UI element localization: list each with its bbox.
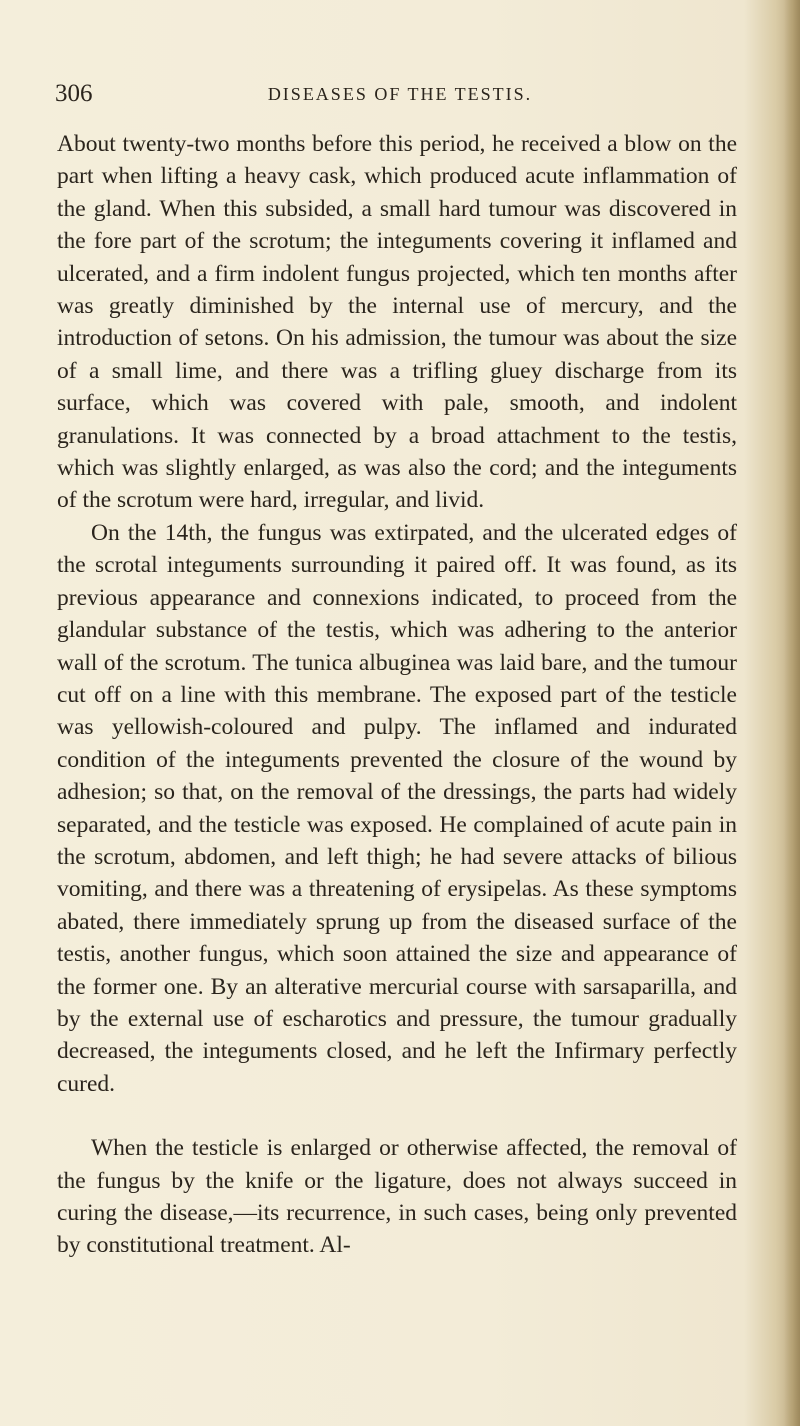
paragraph-operation: On the 14th, the fungus was extirpated, and the ulcerated edges of the scrotal integuments surrounding it paired off. It was found, as its previous appearance and connexions indicated, to proceed from the glandular substance of the testis, which was adhering to the anterior wall of the scrotum. The tunica albuginea was laid bare, and the tumour cut off on a line with this membrane. The exposed part of the testicle was yellowish-coloured and pulpy. The inflamed and indurated condition of the integuments prevented the closure of the wound by adhesion; so that, on the removal of the dressings, the parts had widely separated, and the testicle was exposed. He complained of acute pain in the scrotum, abdomen, and left thigh; he had severe attacks of bilious vomiting, and there was a threatening of erysipelas. As these symptoms abated, there immediately sprung up from the diseased surface of the testis, another fungus, which soon attained the size and appearance of the former one. By an alterative mercurial course with sarsaparilla, and by the external use of escharotics and pressure, the tumour gradually decreased, the integuments closed, and he left the Infirmary perfectly cured. [57, 519, 737, 1097]
paragraph-treatment: When the testicle is enlarged or otherwise affected, the removal of the fungus by the knife or the ligature, does not always succeed in curing the disease,—its recurrence, in such cases, being only prevented by constitutional treatment. Al- [57, 1135, 737, 1259]
page-header [55, 80, 745, 110]
page-number: 306 [55, 80, 93, 107]
paragraph-case-history: About twenty-two months before this period, he received a blow on the part when lifting a heavy cask, which produced acute inflammation of the gland. When this subsided, a small hard tumour was discovered in the fore part of the scrotum; the integuments covering it inflamed and ulcerated, and a firm indolent fungus projected, which ten months after was greatly diminished by the internal use of mercury, and the introduction of setons. On his admission, the tumour was about the size of a small lime, and there was a trifling gluey discharge from its surface, which was covered with pale, smooth, and indolent granulations. It was connected by a broad attachment to the testis, which was slightly enlarged, as was also the cord; and the integuments of the scrotum were hard, irregular, and livid. [57, 131, 737, 514]
running-head: DISEASES OF THE TESTIS. [267, 84, 533, 104]
body-text [57, 128, 737, 1262]
page-edge-shadow [784, 0, 800, 1426]
